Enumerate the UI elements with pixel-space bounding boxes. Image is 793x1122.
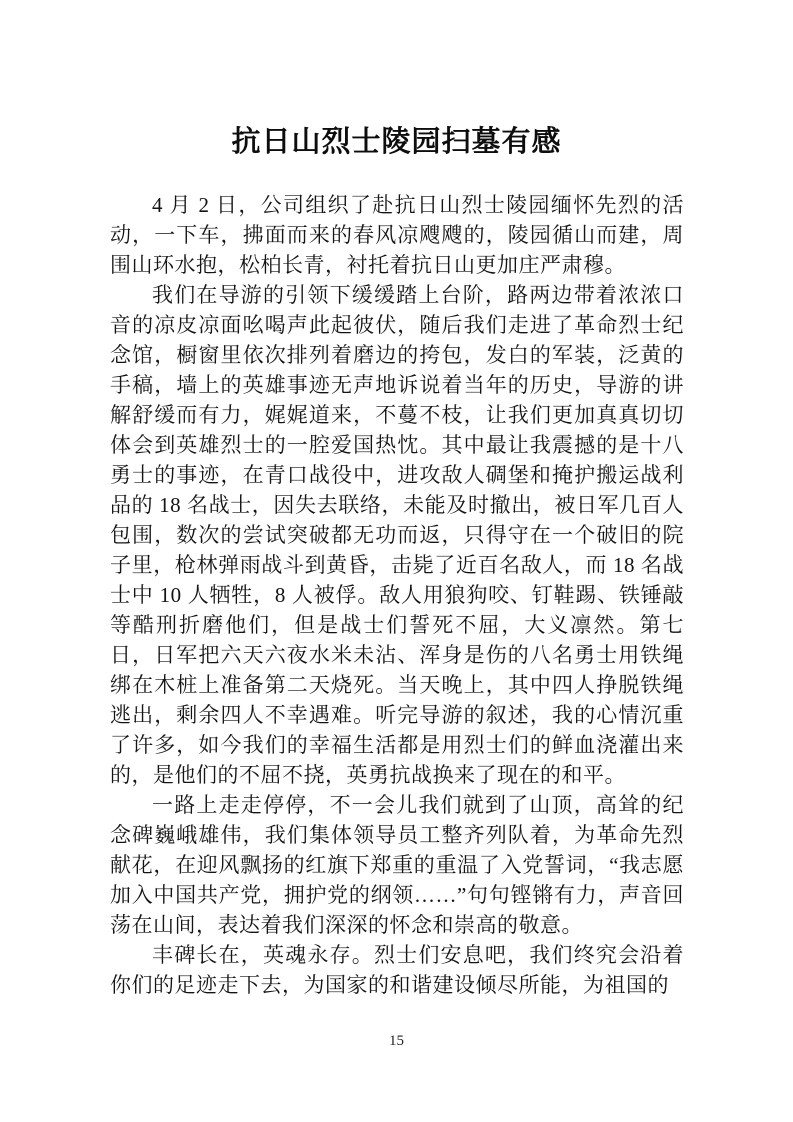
paragraph-3: 一路上走走停停，不一会儿我们就到了山顶，高耸的纪念碑巍峨雄伟，我们集体领导员工整齐列队着，为革命先烈献花，在迎风飘扬的红旗下郑重的重温了入党誓词，“我志愿加入中国共产党，拥护党的纲领……”句句铿锵有力，声音回荡在山间，表达着我们深深的怀念和崇高的敬意。: [110, 793, 684, 937]
paragraph-4: 丰碑长在，英魂永存。烈士们安息吧，我们终究会沿着你们的足迹走下去，为国家的和谐建设倾尽所能，为祖国的: [110, 943, 684, 997]
page-number: 15: [389, 1033, 404, 1049]
document-body: [110, 190, 684, 1000]
document-title: 抗日山烈士陵园扫墓有感: [231, 126, 562, 158]
paragraph-1: 4 月 2 日，公司组织了赴抗日山烈士陵园缅怀先烈的活动，一下车，拂面而来的春风凉飕飕的，陵园循山而建，周围山环水抱，松柏长青，衬托着抗日山更加庄严肃穆。: [110, 193, 684, 277]
page-footer: [0, 1032, 793, 1050]
paragraph-2: 我们在导游的引领下缓缓踏上台阶，路两边带着浓浓口音的凉皮凉面吆喝声此起彼伏，随后我们走进了革命烈士纪念馆，橱窗里依次排列着磨边的挎包，发白的军装，泛黄的手稿，墙上的英雄事迹无声地诉说着当年的历史，导游的讲解舒缓而有力，娓娓道来，不蔓不枝，让我们更加真真切切体会到英雄烈士的一腔爱国热忱。其中最让我震撼的是十八勇士的事迹，在青口战役中，进攻敌人碉堡和掩护搬运战利品的 18 名战士，因失去联络，未能及时撤出，被日军几百人包围，数次的尝试突破都无功而返，只得守在一个破旧的院子里，枪林弹雨战斗到黄昏，击毙了近百名敌人，而 18 名战士中 10 人牺牲，8 人被俘。敌人用狼狗咬、钉鞋踢、铁锤敲等酷刑折磨他们，但是战士们誓死不屈，大义凛然。第七日，日军把六天六夜水米未沾、浑身是伤的八名勇士用铁绳绑在木桩上准备第二天烧死。当天晚上，其中四人挣脱铁绳逃出，剩余四人不幸遇难。听完导游的叙述，我的心情沉重了许多，如今我们的幸福生活都是用烈士们的鲜血浇灌出来的，是他们的不屈不挠，英勇抗战换来了现在的和平。: [110, 283, 684, 787]
